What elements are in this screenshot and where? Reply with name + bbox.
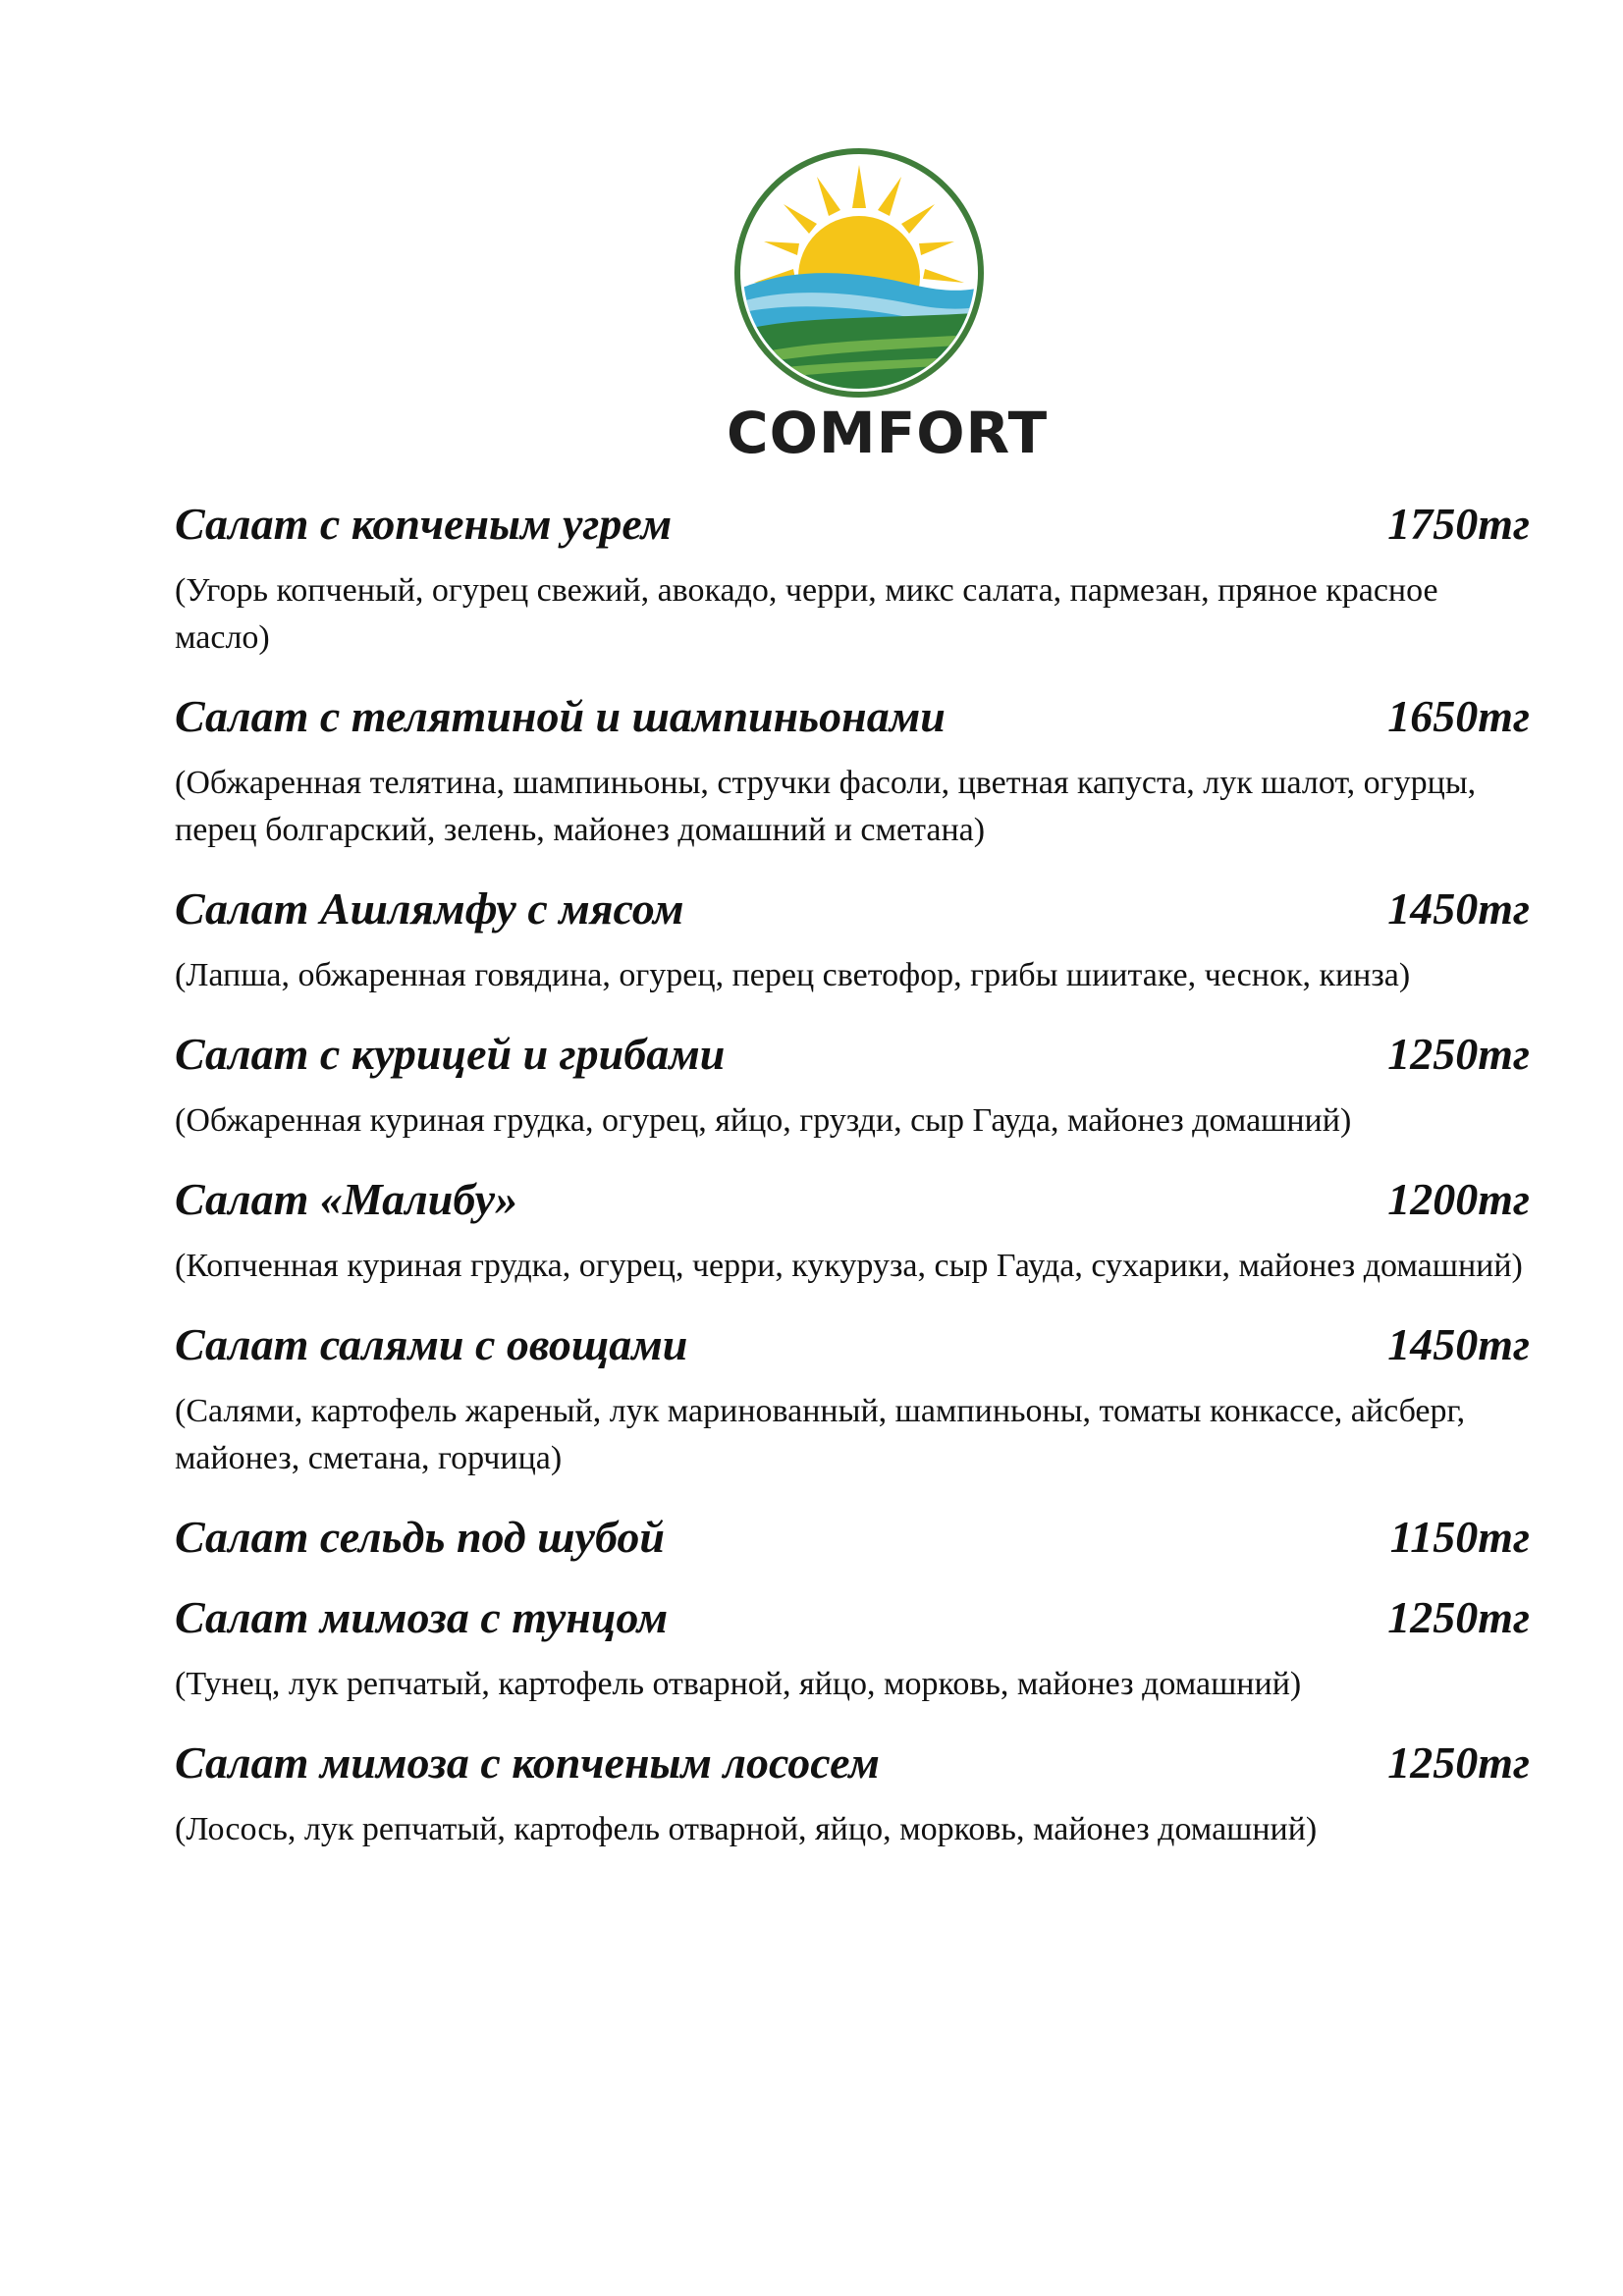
menu-item-price: 1150тг <box>1389 1512 1530 1562</box>
menu-item-price: 1250тг <box>1387 1029 1530 1079</box>
menu-item <box>175 1730 1530 1853</box>
sun-over-fields-icon <box>727 147 992 402</box>
menu-item-name: Салат с копченым угрем <box>175 499 673 549</box>
menu-item-name: Салат «Малибу» <box>175 1174 518 1224</box>
menu-item-header <box>175 1166 1530 1233</box>
menu-item-price: 1200тг <box>1387 1174 1530 1224</box>
menu-item-description: (Обжаренная телятина, шампиньоны, стручки фасоли, цветная капуста, лук шалот, огурцы, перец болгарский, зелень, майонез домашний и сметана) <box>175 765 1477 848</box>
menu-item-header <box>175 1504 1530 1571</box>
menu-item-header <box>175 683 1530 750</box>
menu-item-description: (Обжаренная куриная грудка, огурец, яйцо, грузди, сыр Гауда, майонез домашний) <box>175 1102 1352 1139</box>
menu-item <box>175 683 1530 854</box>
menu-item-description: (Лапша, обжаренная говядина, огурец, перец светофор, грибы шиитаке, чеснок, кинза) <box>175 957 1411 993</box>
menu-item-header <box>175 1311 1530 1378</box>
menu-item-header <box>175 876 1530 942</box>
menu-item-price: 1750тг <box>1387 499 1530 549</box>
menu-item-description: (Салями, картофель жареный, лук маринованный, шампиньоны, томаты конкассе, айсберг, майонез, сметана, горчица) <box>175 1393 1466 1476</box>
menu-item-name: Салат мимоза с тунцом <box>175 1592 669 1642</box>
menu-item <box>175 1584 1530 1708</box>
menu-item <box>175 1021 1530 1145</box>
menu-item-price: 1250тг <box>1387 1737 1530 1788</box>
menu-item-name: Салат с курицей и грибами <box>175 1029 726 1079</box>
menu-item-description: (Тунец, лук репчатый, картофель отварной, яйцо, морковь, майонез домашний) <box>175 1666 1302 1702</box>
menu-item-name: Салат сельдь под шубой <box>175 1512 665 1562</box>
menu-item <box>175 1311 1530 1482</box>
menu-item-name: Салат с телятиной и шампиньонами <box>175 691 946 741</box>
menu-list <box>175 491 1530 1875</box>
menu-item-header <box>175 491 1530 558</box>
menu-item <box>175 1166 1530 1290</box>
menu-item-price: 1450тг <box>1387 1319 1530 1369</box>
menu-item-description: (Лосось, лук репчатый, картофель отварной, яйцо, морковь, майонез домашний) <box>175 1811 1318 1847</box>
brand-logo <box>727 147 1049 466</box>
menu-item-header <box>175 1584 1530 1651</box>
menu-item-header <box>175 1021 1530 1088</box>
menu-item <box>175 491 1530 662</box>
menu-item-description: (Копченная куриная грудка, огурец, черри, кукуруза, сыр Гауда, сухарики, майонез домашний) <box>175 1248 1523 1284</box>
menu-item-name: Салат салями с овощами <box>175 1319 688 1369</box>
menu-item <box>175 876 1530 999</box>
menu-item-header <box>175 1730 1530 1796</box>
menu-item <box>175 1504 1530 1571</box>
menu-item-price: 1250тг <box>1387 1592 1530 1642</box>
menu-item-price: 1650тг <box>1387 691 1530 741</box>
menu-item-name: Салат Ашлямфу с мясом <box>175 883 684 934</box>
menu-item-price: 1450тг <box>1387 883 1530 934</box>
menu-item-description: (Угорь копченый, огурец свежий, авокадо, черри, микс салата, пармезан, пряное красное масло) <box>175 572 1438 656</box>
brand-name: COMFORT <box>727 400 1049 466</box>
menu-item-name: Салат мимоза с копченым лососем <box>175 1737 880 1788</box>
